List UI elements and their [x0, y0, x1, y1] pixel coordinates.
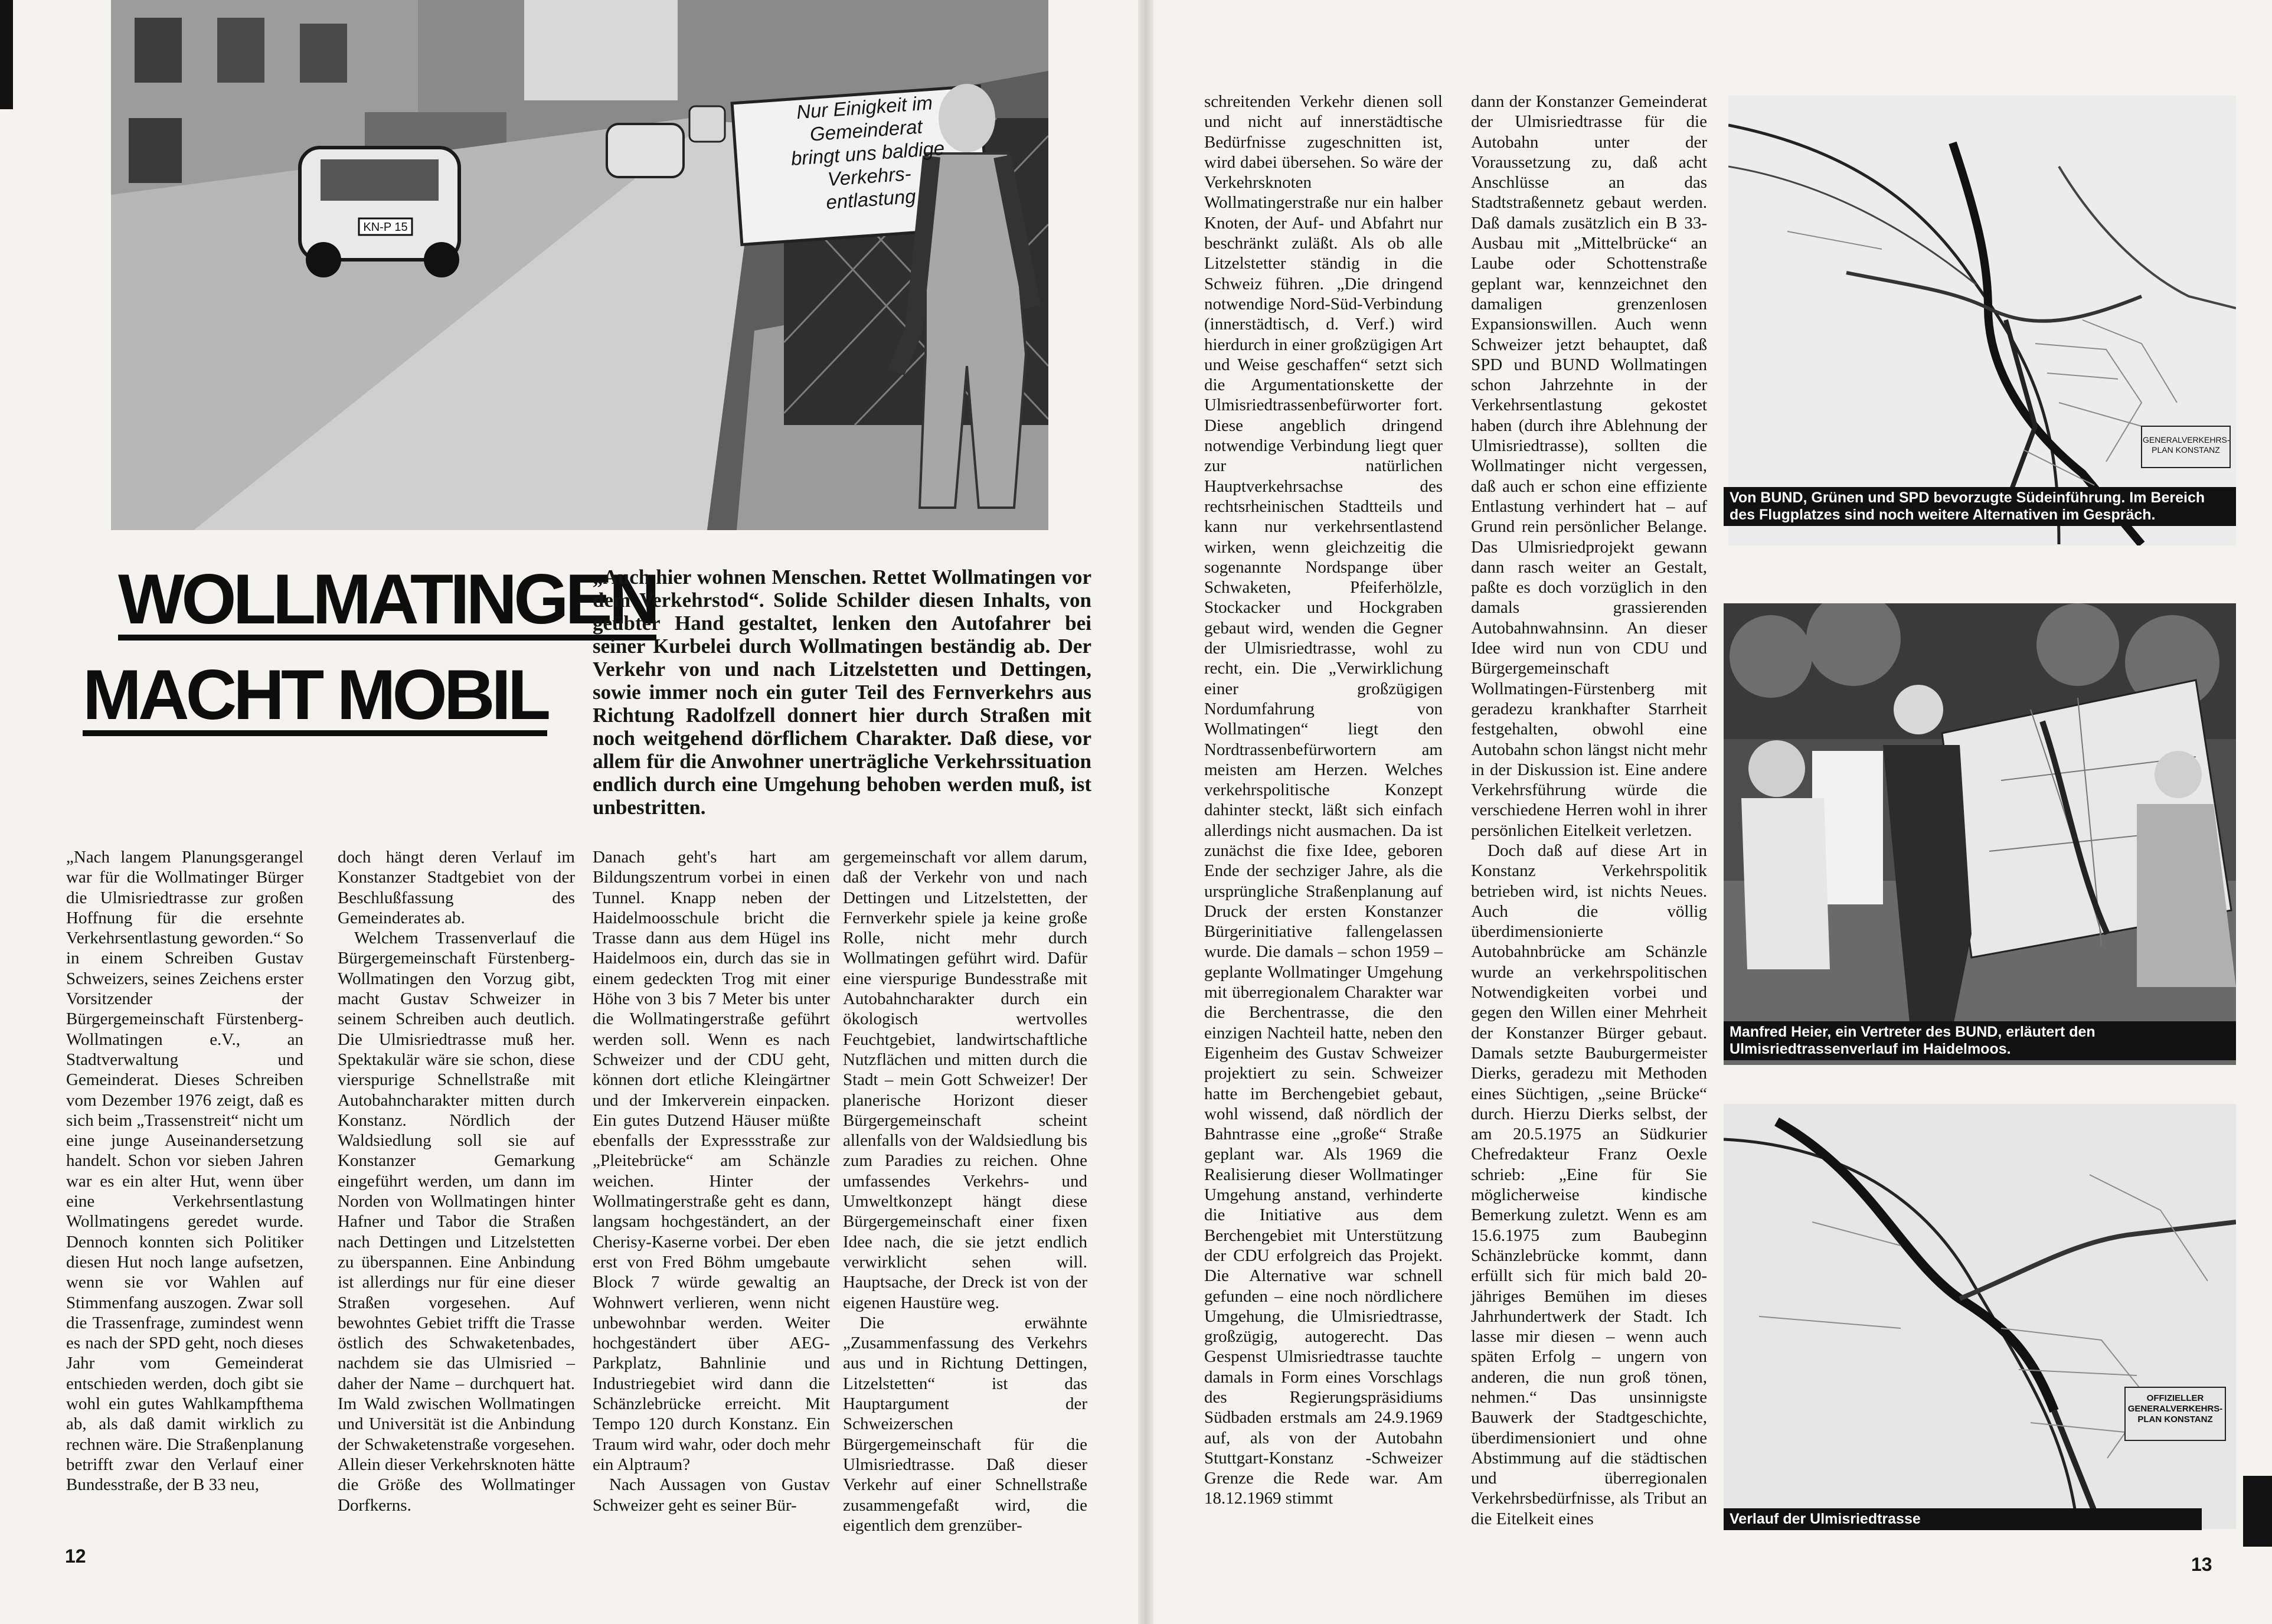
- bund-photo: [1724, 603, 2236, 1065]
- paragraph: gergemeinschaft vor allem darum, daß der Verkehr von und nach Dettingen und Litzelstetten, der Fernverkehr spiele ja keine große Rolle, nicht mehr durch Wollmatingen geführt wird. Dafür eine vierspurige Bundesstraße mit Autobahncharakter durch ein ökologisch wertvolles Feuchtgebiet, landwirtschaftliche Nutzflächen und mitten durch die Stadt – mein Gott Schweizer! Der planerische Horizont dieser Bürgergemeinschaft scheint allenfalls von der Waldsiedlung bis zum Paradies zu reichen. Ohne umfassendes Verkehrs- und Umweltkonzept hängt diese Bürgergemeinschaft einer fixen Idee nach, die sie jetzt endlich verwirklicht sehen will. Hauptsache, der Dreck ist von der eigenen Haustüre weg.: [843, 848, 1087, 1312]
- map-legend-label: GENERALVERKEHRS-PLAN KONSTANZ: [2143, 435, 2230, 455]
- sign-line: Verkehrs-: [826, 162, 912, 190]
- sign-line: entlastung: [825, 185, 917, 214]
- headline-text: WOLLMATINGEN: [118, 564, 656, 641]
- bund-photo-caption: Manfred Heier, ein Vertreter des BUND, erläutert den Ulmisriedtrassenverlauf im Haidelmoos.: [1724, 1021, 2236, 1060]
- paragraph: doch hängt deren Verlauf im Konstanzer Stadtgebiet von der Beschlußfassung des Gemeinderates ab.: [338, 848, 575, 927]
- headline-line-2: [83, 655, 548, 736]
- sign-line: Gemeinderat: [809, 115, 923, 145]
- map2-legend-label: OFFIZIELLER GENERALVERKEHRS-PLAN KONSTANZ: [2127, 1393, 2223, 1424]
- article-column-1: [66, 847, 303, 1495]
- paragraph: dann der Konstanzer Gemeinderat der Ulmisriedtrasse für die Autobahn unter der Voraussetzung zu, daß acht Anschlüsse an das Stadtstraßennetz gebaut werden. Daß damals zusätzlich ein B 33-Ausbau mit „Mittelbrücke“ an Laube oder Schottenstraße geplant war, kennzeichnet den damaligen grenzenlosen Expansionswillen. Auch wenn Schweizer jetzt behauptet, daß SPD und BUND Wollmatingen schon Jahrzehnte in der Verkehrsentlastung gekostet haben (durch ihre Ablehnung der Ulmisriedtrasse), sollten die Wollmatinger nicht vergessen, daß auch er schon eine effiziente Entlastung verhindert hat – auf Grund rein persönlicher Belange. Das Ulmisriedprojekt gewann dann rasch weiter an Gestalt, paßte es doch vorzüglich in den damals grassierenden Autobahnwahnsinn. An dieser Idee wird nun von CDU und Bürgergemeinschaft Wollmatingen-Fürstenberg mit geradezu krankhafter Starrheit festgehalten, obwohl eine Autobahn schon längst nicht mehr in der Diskussion ist. Eine andere Verkehrsführung würde die verschiedene Herren wohl in ihrer persönlichen Eitelkeit verletzen.: [1471, 92, 1707, 840]
- article-column-2: [338, 847, 575, 1515]
- headline-text: MACHT MOBIL: [83, 659, 547, 736]
- paragraph: Doch daß auf diese Art in Konstanz Verkehrspolitik betrieben wird, ist nichts Neues. Auch die völlig überdimensionierte Autobahnbrücke am Schänzle wurde an verkehrspolitischen Notwendigkeiten vorbei und gegen den Willen einer Mehrheit der Konstanzer Bürger gebaut. Damals setzte Bauburgermeister Dierks, geradezu mit Methoden eines Süchtigen, „seine Brücke“ durch. Hierzu Dierks selbst, der am 20.5.1975 an Südkurier Chefredakteur Franz Oexle schrieb: „Eine für Sie möglicherweise kindische Bemerkung zuletzt. Wenn es am 15.6.1975 zum Baubeginn Schänzlebrücke kommt, dann erfüllt sich für mich bald 20-jähriges Bemühen im dieses Jahrhundertwerk der Stadt. Ich lasse mir diesen – wenn auch späten Erfolg – ungern von anderen, die nun groß tönen, nehmen.“ Das unsinnigste Bauwerk der Stadtgeschichte, überdimensioniert und ohne Abstimmung auf die städtischen und überregionalen Verkehrsbedürfnisse, als Tribut an die Eitelkeit eines: [1471, 841, 1707, 1528]
- map2-illustration: [1724, 1104, 2236, 1529]
- map-ulmisried-caption: Verlauf der Ulmisriedtrasse: [1724, 1508, 2202, 1530]
- page-gutter: [1138, 0, 1153, 1624]
- page-number-right: 13: [2191, 1554, 2212, 1575]
- paragraph: Welchem Trassenverlauf die Bürgergemeinschaft Fürstenberg-Wollmatingen den Vorzug gibt, macht Gustav Schweizer in seinem Schreiben auch deutlich. Die Ulmisriedtrasse muß her. Spektakulär wäre sie schon, diese vierspurige Schnellstraße mit Autobahncharakter mitten durch Konstanz. Nördlich der Waldsiedlung soll sie auf Konstanzer Gemarkung eingeführt werden, um dann im Norden von Wollmatingen hinter Hafner und Tabor die Straßen nach Dettingen und Litzelstetten zu überspannen. Eine Anbindung ist allerdings nur für eine dieser Straßen vorgesehen. Auf bewohntes Gebiet trifft die Trasse östlich des Schwaketenbades, nachdem sie das Ulmisried – daher der Name – durchquert hat. Im Wald zwischen Wollmatingen und Universität ist die Anbindung der Schwaketenstraße vorgesehen. Allein dieser Verkehrsknoten hätte die Größe des Wollmatinger Dorfkerns.: [338, 929, 575, 1515]
- bund-photo-illustration: [1724, 603, 2236, 1065]
- article-column-3: [593, 847, 830, 1515]
- paragraph: Nach Aussagen von Gustav Schweizer geht es seiner Bür-: [593, 1475, 830, 1515]
- article-column-6: [1471, 92, 1707, 1529]
- sign-line: bringt uns baldige: [790, 136, 946, 170]
- scan-edge-mark-right: [2243, 1476, 2272, 1547]
- page-number-left: 12: [65, 1545, 86, 1567]
- headline-line-1: [118, 560, 657, 641]
- map-illustration: [1728, 96, 2236, 545]
- scan-edge-mark: [0, 0, 13, 109]
- street-photo: [111, 0, 1048, 530]
- paragraph: schreitenden Verkehr dienen soll und nicht auf innerstädtische Bedürfnisse zugeschnitten ist, wird dabei übersehen. So wäre der Verkehrsknoten Wollmatingerstraße nur ein halber Knoten, der Auf- und Abfahrt nur beschränkt zuläßt. Als ob alle Litzelstetter ständig in die Schweiz führen. „Die dringend notwendige Nord-Süd-Verbindung (innerstädtisch, d. Verf.) wird hierdurch in einer großzügigen Art und Weise geschaffen“ setzt sich die Argumentationskette der Ulmisriedtrassenbefürworter fort. Diese angeblich dringend notwendige Verbindung liegt quer zur natürlichen Hauptverkehrsachse des rechtsrheinischen Stadtteils und kann nur verkehrsentlastend wirken, wenn gleichzeitig die sogenannte Nordspange über Schwaketen, Pfeiferhölzle, Stockacker und Hockgraben gebaut wird, wenden die Gegner der Ulmisriedtrasse, wohl zu recht, ein. Die „Verwirklichung einer großzügigen Nordumfahrung von Wollmatingen“ liegt den Nordtrassenbefürwortern am meisten am Herzen. Welches verkehrspolitische Konzept dahinter steckt, läßt sich einfach allerdings nicht ausmachen. Da ist zunächst die fixe Idee, geboren Ende der sechziger Jahre, als die ursprüngliche Straßenplanung auf Druck der ersten Konstanzer Bürgerinitiative fallengelassen wurde. Die damals – schon 1959 – geplante Wollmatinger Umgehung mit überregionalem Charakter war die Berchentrasse, die den einzigen Nachteil hatte, neben den Eigenheim des Gustav Schweizer projektiert zu sein. Schweizer hatte im Berchengebiet gebaut, wohl wissend, daß nördlich der Bahntrasse eine „große“ Straße geplant war. Als 1969 die Realisierung dieser Wollmatinger Umgehung anstand, verhinderte die Initiative aus dem Berchengebiet mit Unterstützung der CDU erfolgreich das Projekt. Die Alternative war schnell gefunden – eine noch nördlichere Umgehung, die Ulmisriedtrasse, großzügig, autogerecht. Das Gespenst Ulmisriedtrasse tauchte damals in Form eines Vorschlags des Regierungspräsidiums Südbaden erstmals am 24.9.1969 auf, als von der Autobahn Stuttgart-Konstanz -Schweizer Grenze die Rede war. Am 18.12.1969 stimmt: [1204, 92, 1443, 1508]
- paragraph: Die erwähnte „Zusammenfassung des Verkehrs aus und in Richtung Dettingen, Litzelstetten“ ist das Hauptargument der Schweizerschen Bürgergemeinschaft für die Ulmisriedtrasse. Daß dieser Verkehr auf einer Schnellstraße zusammengefaßt wird, die eigentlich dem grenzüber-: [843, 1313, 1087, 1535]
- map-ulmisried-route: [1724, 1104, 2236, 1529]
- street-scene-illustration: [111, 0, 1048, 530]
- license-plate: KN-P 15: [363, 221, 408, 234]
- map-south-route-caption: Von BUND, Grünen und SPD bevorzugte Südeinführung. Im Bereich des Flugplatzes sind noch weitere Alternativen im Gespräch.: [1724, 487, 2236, 526]
- paragraph: „Nach langem Planungsgerangel war für die Wollmatinger Bürger die Ulmisriedtrasse zur großen Hoffnung für die ersehnte Verkehrsentlastung geworden.“ So in einem Schreiben Gustav Schweizers, seines Zeichens erster Vorsitzender der Bürgergemeinschaft Fürstenberg-Wollmatingen e.V., an Stadtverwaltung und Gemeinderat. Dieses Schreiben vom Dezember 1976 zeigt, daß es sich beim „Trassenstreit“ nicht um eine junge Auseinandersetzung handelt. Schon vor sieben Jahren war es ein alter Hut, wenn über eine Verkehrsentlastung Wollmatingens geredet wurde. Dennoch konnten sich Politiker diesen Hut noch lange aufsetzen, wenn sie vor Wahlen auf Stimmenfang auszogen. Zwar soll die Trassenfrage, zumindest wenn es nach der SPD geht, noch dieses Jahr vom Gemeinderat entschieden werden, doch gibt sie wohl ein gutes Wahlkampfthema ab, als daß damit wirklich zu rechnen wäre. Die Straßenplanung betrifft zwar den Verlauf einer Bundesstraße, der B 33 neu,: [66, 848, 303, 1495]
- article-column-5: [1204, 92, 1443, 1509]
- sign-line: Nur Einigkeit im: [796, 92, 934, 123]
- protest-sign-text: [746, 87, 990, 218]
- article-column-4: [843, 847, 1087, 1535]
- paragraph: Danach geht's hart am Bildungszentrum vorbei in einen Tunnel. Knapp neben der Haidelmoosschule bricht die Trasse dann aus dem Hügel ins Haidelmoos ein, durch das sie in einem gedeckten Trog mit einer Höhe von 3 bis 7 Meter bis unter die Wollmatingerstraße geführt werden soll. Wenn es nach Schweizer und der CDU geht, können dort etliche Kleingärtner und der Imkerverein einpacken. Ein gutes Dutzend Häuser müßte ebenfalls der Expressstraße zur „Pleitebrücke“ am Schänzle weichen. Hinter der Wollmatingerstraße geht es dann, langsam hochgeständert, an der Cherisy-Kaserne vorbei. Der eben erst von Fred Böhm umgebaute Block 7 würde gewaltig an Wohnwert verlieren, wenn nicht unbewohnbar werden. Weiter hochgeständert über AEG-Parkplatz, Bahnlinie und Industriegebiet wird dann die Schänzlebrücke erreicht. Mit Tempo 120 durch Konstanz. Ein Traum wird wahr, oder doch mehr ein Alptraum?: [593, 848, 830, 1474]
- lead-paragraph: „Auch hier wohnen Menschen. Rettet Wollmatingen vor dem Verkehrstod“. Solide Schilder diesen Inhalts, von geübter Hand gestaltet, lenken den Autofahrer bei seiner Kurbelei durch Wollmatingen beständig ab. Der Verkehr von und nach Litzelstetten und Dettingen, sowie immer noch ein guter Teil des Fernverkehrs aus Richtung Radolfzell donnert hier durch Straßen mit noch weitgehend dörflichem Charakter. Daß diese, vor allem für die Anwohner unerträgliche Verkehrssituation endlich durch eine Umgehung behoben werden muß, ist unbestritten.: [593, 566, 1091, 819]
- map-south-route: [1728, 96, 2236, 545]
